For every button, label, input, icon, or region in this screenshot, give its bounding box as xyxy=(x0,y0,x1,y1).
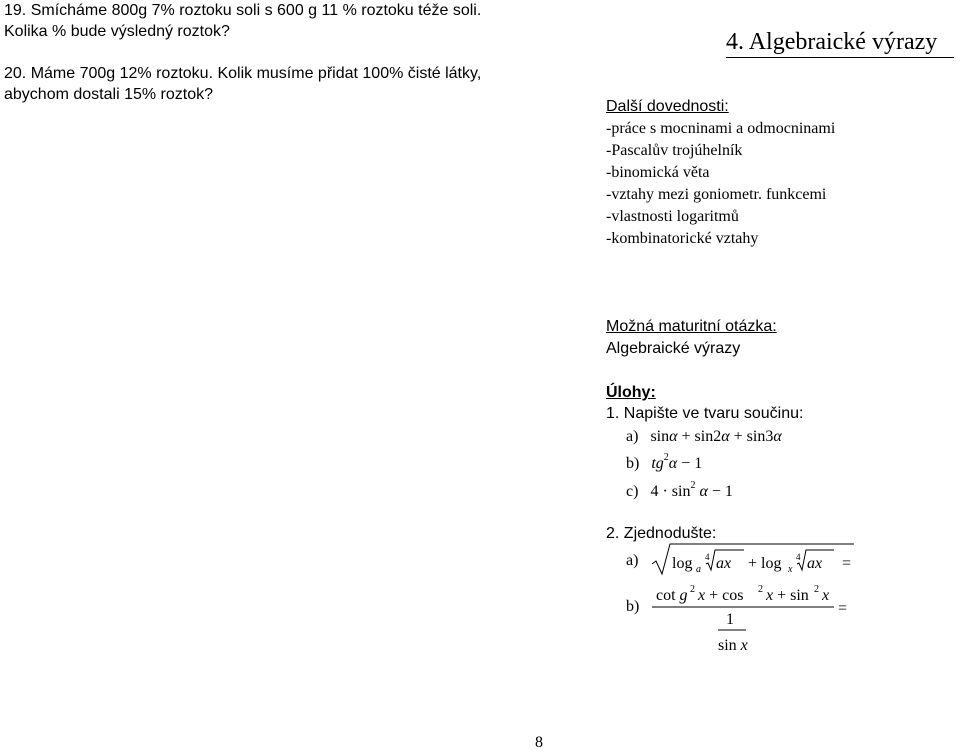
skills-block xyxy=(606,96,835,250)
skill-item: -kombinatorické vztahy xyxy=(606,230,759,247)
task-1c: c) $4 \cdot \sin^2 \alpha - 1$ xyxy=(626,480,733,500)
task-1: 1. Napište ve tvaru součinu: xyxy=(606,405,804,422)
svg-text:=: = xyxy=(842,555,852,572)
svg-text:log: log xyxy=(672,555,693,572)
svg-text:cot g: cot g xyxy=(656,587,688,604)
svg-text:=: = xyxy=(838,600,848,617)
svg-text:x + sin: x + sin xyxy=(766,587,809,604)
task-1b: b) $tg^2\alpha - 1$ xyxy=(626,452,703,472)
svg-text:a: a xyxy=(696,564,701,575)
svg-text:1: 1 xyxy=(726,611,734,628)
task-2a xyxy=(626,552,638,570)
skill-item: -práce s mocninami a odmocninami xyxy=(606,120,836,137)
section-title: Algebraické výrazy xyxy=(748,29,938,55)
task-label: b) xyxy=(626,455,640,472)
exam-block xyxy=(606,316,777,360)
svg-text:x + cos: x + cos xyxy=(698,587,744,604)
skill-item: -Pascalův trojúhelník xyxy=(606,142,743,159)
svg-text:x: x xyxy=(788,564,793,575)
formula-2a xyxy=(648,540,858,580)
svg-text:2: 2 xyxy=(758,584,763,595)
svg-text:ax: ax xyxy=(807,555,823,572)
problem-20: 20. Máme 700g 12% roztoku. Kolik musíme přidat 100% čisté látky, abychom dostali 15% roztok? xyxy=(4,65,482,103)
task-label: c) xyxy=(626,483,639,500)
svg-text:4: 4 xyxy=(705,552,710,562)
left-column xyxy=(4,0,504,105)
svg-text:ax: ax xyxy=(716,555,732,572)
task-label: b) xyxy=(626,598,640,615)
skills-title: Další dovednosti: xyxy=(606,98,729,115)
exam-title: Možná maturitní otázka: xyxy=(606,318,777,335)
task-2: 2. Zjednodušte: xyxy=(606,525,717,542)
task-label: a) xyxy=(626,552,639,569)
svg-text:sin x: sin x xyxy=(718,637,748,654)
svg-text:x: x xyxy=(822,587,830,604)
skill-item: -vztahy mezi goniometr. funkcemi xyxy=(606,186,827,203)
skill-item: -binomická věta xyxy=(606,164,710,181)
exam-topic: Algebraické výrazy xyxy=(606,340,741,357)
skill-item: -vlastnosti logaritmů xyxy=(606,208,739,225)
svg-text:2: 2 xyxy=(814,584,819,595)
svg-text:4: 4 xyxy=(796,552,801,562)
task-label: a) xyxy=(626,428,639,445)
formula-2b xyxy=(646,580,856,656)
svg-text:+ log: + log xyxy=(748,555,782,572)
svg-text:2: 2 xyxy=(690,584,695,595)
task-1a: a) sinα + sin2α + sin3α xyxy=(626,428,782,445)
task-2b xyxy=(626,598,639,616)
section-heading xyxy=(726,28,954,58)
tasks-title: Úlohy: xyxy=(606,384,656,401)
section-number: 4. xyxy=(726,29,744,55)
problem-19: 19. Smícháme 800g 7% roztoku soli s 600 g 11 % roztoku téže soli. Kolika % bude výsledný roztok? xyxy=(4,2,482,40)
page-number: 8 xyxy=(535,734,543,751)
